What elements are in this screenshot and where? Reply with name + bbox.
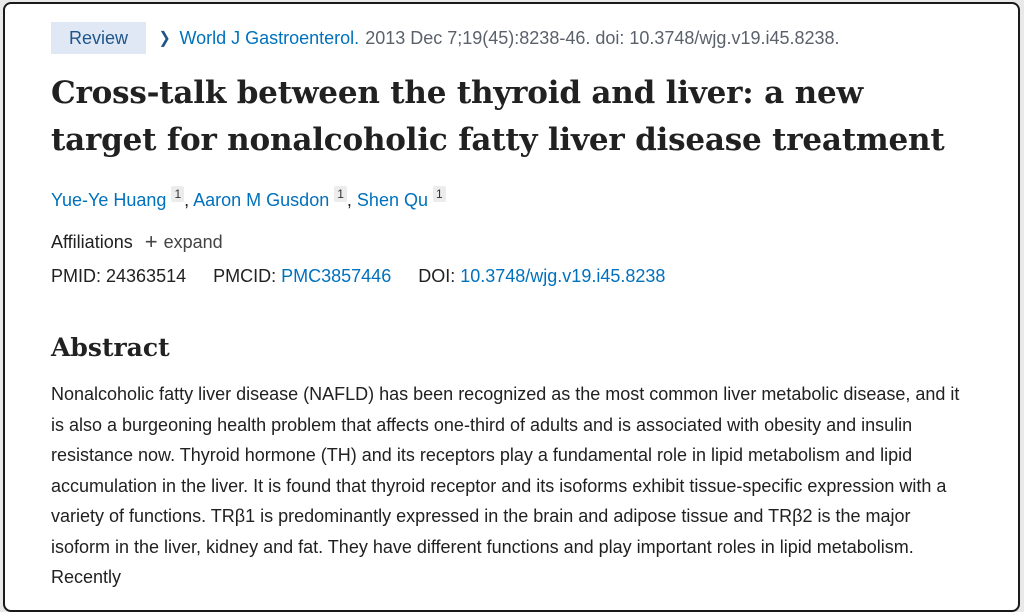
affiliation-number[interactable]: 1 xyxy=(433,186,446,202)
expand-label: expand xyxy=(163,232,223,252)
plus-icon: + xyxy=(144,229,158,254)
author-link[interactable]: Shen Qu xyxy=(356,190,428,210)
article-title-line-2: target for nonalcoholic fatty liver disease treatment xyxy=(51,122,945,158)
chevron-right-icon: ❯ xyxy=(158,30,171,47)
citation-details: 2013 Dec 7;19(45):8238-46. doi: 10.3748/wjg.v19.i45.8238. xyxy=(365,27,840,48)
article-title xyxy=(51,70,971,164)
citation-row xyxy=(51,22,971,54)
author-link[interactable]: Aaron M Gusdon xyxy=(193,190,330,210)
pmcid-link[interactable]: PMC3857446 xyxy=(281,266,392,286)
pmid-group xyxy=(51,266,191,286)
pmid-label: PMID: xyxy=(51,266,102,286)
doi-label: DOI: xyxy=(418,266,456,286)
article-type-badge: Review xyxy=(51,22,146,54)
author-link[interactable]: Yue-Ye Huang xyxy=(51,190,167,210)
pmid-value: 24363514 xyxy=(106,266,187,286)
doi-link[interactable]: 10.3748/wjg.v19.i45.8238 xyxy=(460,266,666,286)
pmcid-group xyxy=(213,266,396,286)
affiliation-number[interactable]: 1 xyxy=(171,186,184,202)
affiliations-row xyxy=(51,230,971,254)
expand-affiliations-button[interactable] xyxy=(145,230,223,254)
article-title-line-1: Cross-talk between the thyroid and liver: a new xyxy=(51,75,863,111)
article-content xyxy=(51,22,971,593)
authors-list: Yue-Ye Huang 1 , Aaron M Gusdon 1 , Shen Qu 1 xyxy=(51,188,971,212)
doi-group xyxy=(418,266,665,286)
identifiers-row xyxy=(51,264,971,288)
journal-link[interactable]: World J Gastroenterol. xyxy=(179,27,360,48)
pmcid-label: PMCID: xyxy=(213,266,277,286)
affiliation-number[interactable]: 1 xyxy=(334,186,347,202)
abstract-heading: Abstract xyxy=(51,333,170,362)
affiliations-label: Affiliations xyxy=(51,232,133,252)
abstract-text: Nonalcoholic fatty liver disease (NAFLD) has been recognized as the most common liver metabolic disease, and it is also a burgeoning health problem that affects one-third of adults and is associated with obesity and insulin resistance now. Thyroid hormone (TH) and its receptors play a fundamental role in lipid metabolism and lipid accumulation in the liver. It is found that thyroid receptor and its isoforms exhibit tissue-specific expression with a variety of functions. TRβ1 is predominantly expressed in the brain and adipose tissue and TRβ2 is the major isoform in the liver, kidney and fat. They have different functions and play important roles in lipid metabolism. Recently xyxy=(51,384,960,587)
page-frame xyxy=(3,2,1020,612)
